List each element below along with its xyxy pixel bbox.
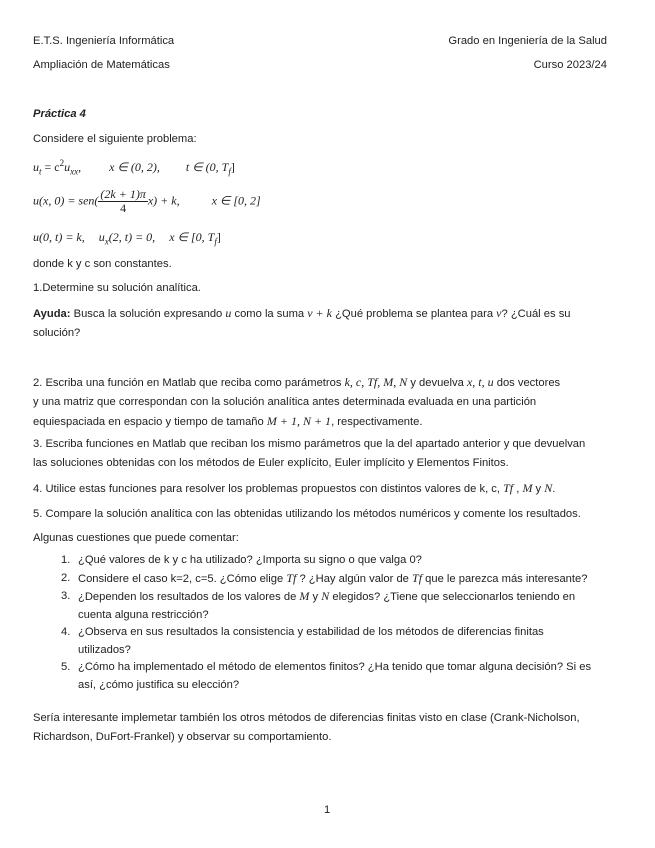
question-5: 5. Compare la solución analítica con las obtenidas utilizando los métodos numéricos y comente los resultados. xyxy=(33,508,581,520)
list-item: 5. ¿Cómo ha implementado el método de elementos finitos? ¿Ha tenido que tomar alguna decisión? Si es así, ¿cómo justifica su elección? xyxy=(61,661,592,691)
closing-paragraph: Sería interesante implemetar también los otros métodos de diferencias finitas visto en clase (Crank-Nicholson, Richardson, DuFort-Frankel) y observar su comportamiento. xyxy=(33,712,580,743)
question-3: 3. Escriba funciones en Matlab que reciban los mismo parámetros que la del apartado anterior y que devuelvan las soluciones obtenidas con los métodos de Euler explícito, Euler implícito y Elementos Finitos. xyxy=(33,438,586,469)
header-degree: Grado en Ingeniería de la Salud xyxy=(448,35,607,47)
initial-condition-equation: u(x, 0) = sen( $\frac{(2k + 1)\pi}{4}$ x) + k, x ∈ [0, 2] xyxy=(33,187,261,215)
header-course-name: Ampliación de Matemáticas xyxy=(33,59,170,71)
questions-intro: Algunas cuestiones que puede comentar: xyxy=(33,532,239,544)
question-1: 1.Determine su solución analítica. xyxy=(33,282,201,294)
header-academic-year: Curso 2023/24 xyxy=(533,59,607,71)
hint-label: Ayuda: xyxy=(33,308,71,320)
page-title: Práctica 4 xyxy=(33,108,86,120)
boundary-conditions-equation: u(0, t) = k, $u_x(2$, t) = 0, x ∈ [0, $T_f$] xyxy=(33,230,221,247)
intro-text: Considere el siguiente problema: xyxy=(33,133,197,145)
question-2: 2. Escriba una función en Matlab que reciba como parámetros k, c, Tf, M, N y devuelva x, t, u dos vectores y una matriz que correspondan con la solución analítica antes determinada evaluada en una partición equiespaciada en espacio y tiempo de tamaño M + 1, N + 1, respectivamente. xyxy=(33,375,561,428)
list-item: 1. ¿Qué valores de k y c ha utilizado? ¿Importa su signo o que valga 0? xyxy=(61,554,422,566)
hint-paragraph: Ayuda: Busca la solución expresando u como la suma v + k ¿Qué problema se plantea para v? ¿Cuál es su solución? xyxy=(33,306,571,339)
page-number: 1 xyxy=(324,804,331,816)
list-item: 2. Considere el caso k=2, c=5. ¿Cómo elige Tf ? ¿Hay algún valor de Tf que le parezca más interesante? xyxy=(61,570,588,585)
constants-note: donde k y c son constantes. xyxy=(33,258,172,270)
list-item: 4. ¿Observa en sus resultados la consistencia y estabilidad de los métodos de diferencias finitas utilizados? xyxy=(61,626,544,656)
question-4: 4. Utilice estas funciones para resolver los problemas propuestos con distintos valores de k, c, Tf , M y N. xyxy=(33,481,556,495)
discussion-questions-list xyxy=(59,552,591,694)
header-school: E.T.S. Ingeniería Informática xyxy=(33,35,175,47)
list-item: 3. ¿Dependen los resultados de los valores de M y N elegidos? ¿Tiene que seleccionarlos teniendo en cuenta alguna restricción? xyxy=(61,589,576,621)
pde-equation: $u_t = c^2u_{xx}$, x ∈ (0, 2), t ∈ (0, $T_f$] xyxy=(33,158,235,177)
